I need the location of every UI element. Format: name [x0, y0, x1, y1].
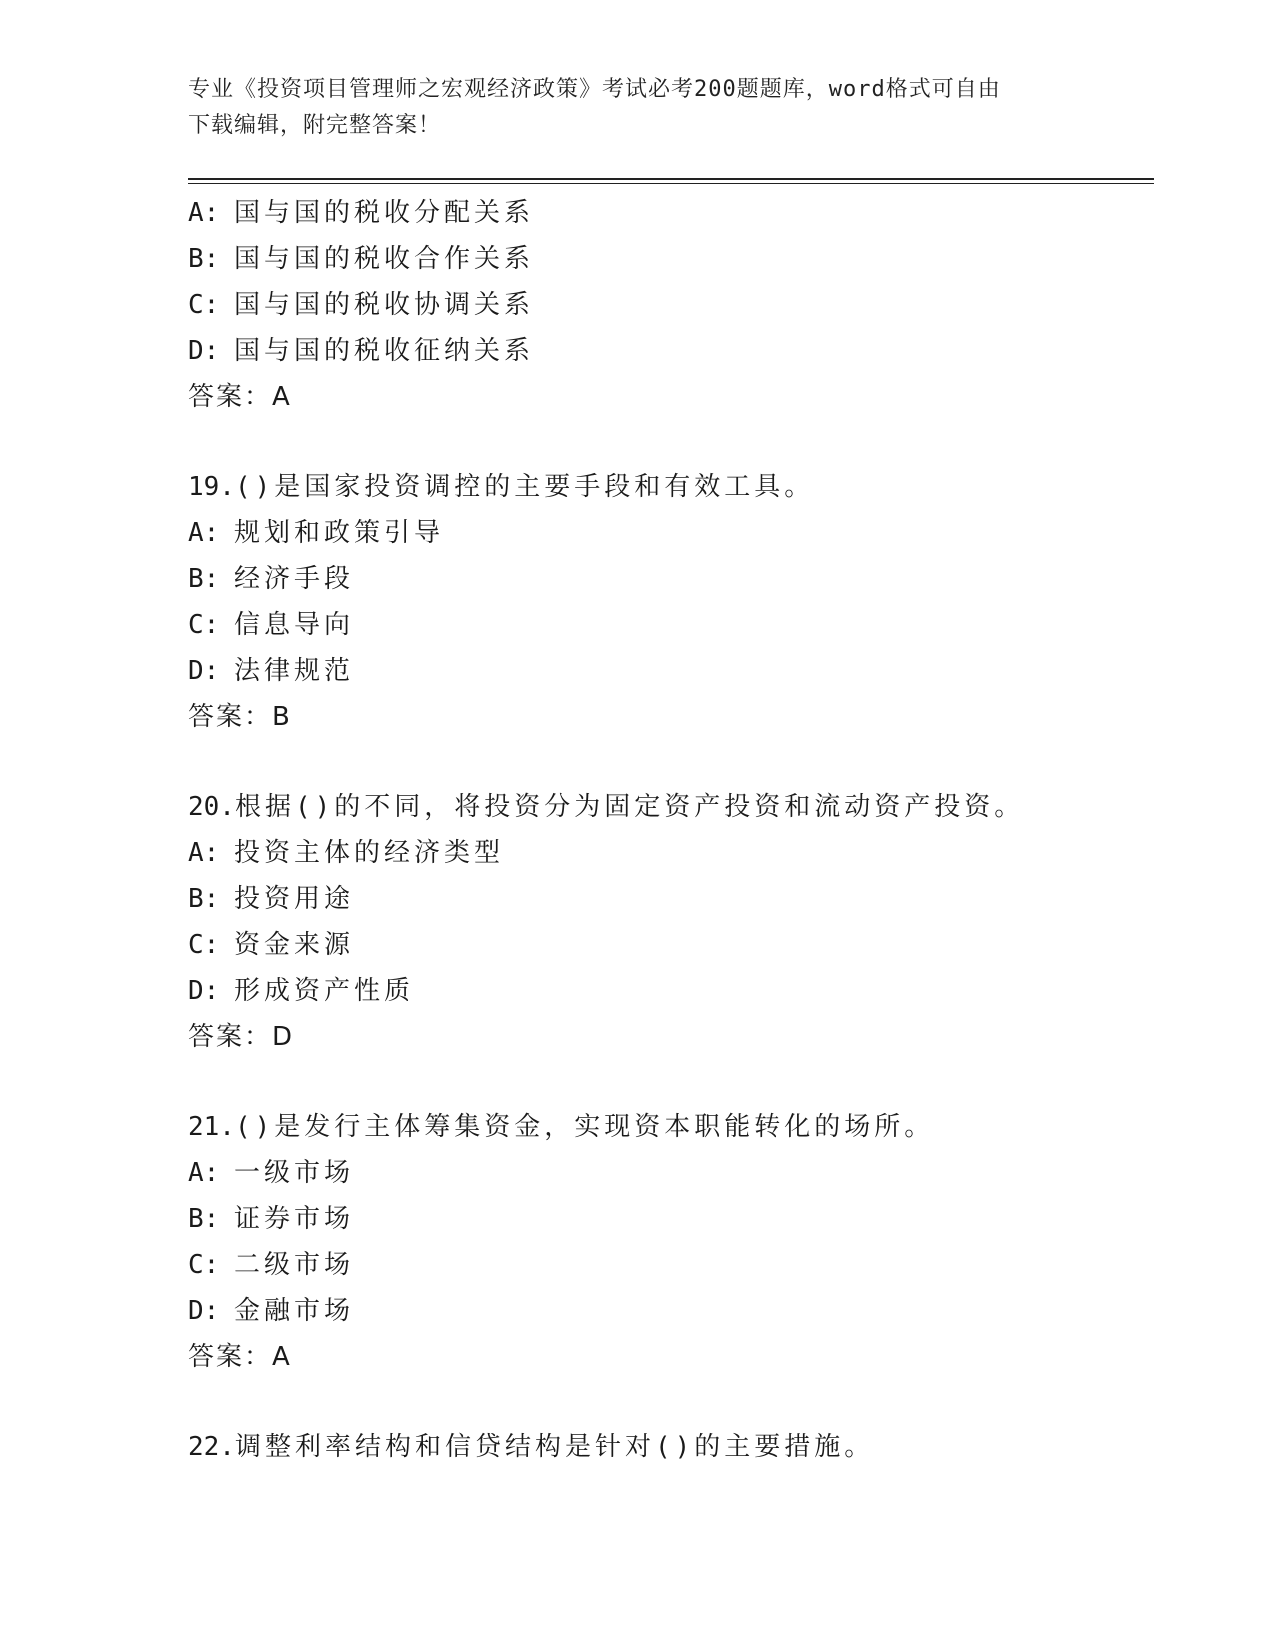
option-text: 规划和政策引导 [234, 518, 445, 548]
option-b [188, 236, 1148, 282]
option-d [188, 648, 1148, 694]
option-b [188, 876, 1148, 922]
option-b [188, 1196, 1148, 1242]
question-number: 19. [188, 472, 235, 502]
option-c [188, 1242, 1148, 1288]
option-letter: D: [188, 1296, 220, 1326]
option-a [188, 510, 1148, 556]
question-number: 22. [188, 1432, 235, 1462]
answer-value: D [272, 1022, 293, 1052]
option-letter: D: [188, 336, 220, 366]
question-number: 20. [188, 792, 235, 822]
option-a [188, 830, 1148, 876]
answer-label: 答案： [188, 1342, 273, 1372]
option-text: 形成资产性质 [234, 976, 415, 1006]
option-text: 资金来源 [234, 930, 355, 960]
option-text: 国与国的税收征纳关系 [234, 336, 535, 366]
option-text: 经济手段 [234, 564, 355, 594]
question-text: 调整利率结构和信贷结构是针对()的主要措施。 [234, 1432, 875, 1462]
option-letter: D: [188, 976, 220, 1006]
option-d [188, 328, 1148, 374]
document-header [188, 72, 1088, 144]
option-letter: A: [188, 1158, 220, 1188]
question-number: 21. [188, 1112, 235, 1142]
option-text: 二级市场 [234, 1250, 355, 1280]
option-text: 信息导向 [234, 610, 355, 640]
option-text: 金融市场 [234, 1296, 355, 1326]
option-text: 国与国的税收合作关系 [234, 244, 535, 274]
option-letter: B: [188, 564, 220, 594]
header-divider [188, 178, 1154, 184]
question-block-19 [188, 464, 1148, 740]
option-d [188, 968, 1148, 1014]
option-letter: A: [188, 518, 220, 548]
option-text: 投资用途 [234, 884, 355, 914]
question-stem [188, 1104, 1148, 1150]
option-text: 国与国的税收分配关系 [234, 198, 535, 228]
question-block-20 [188, 784, 1148, 1060]
question-list [188, 190, 1148, 1470]
answer-label: 答案： [188, 702, 273, 732]
question-stem [188, 464, 1148, 510]
option-letter: C: [188, 610, 220, 640]
question-block-22 [188, 1424, 1148, 1470]
answer-line [188, 694, 1148, 740]
answer-value: B [272, 702, 290, 732]
option-letter: D: [188, 656, 220, 686]
option-c [188, 282, 1148, 328]
option-letter: B: [188, 1204, 220, 1234]
option-text: 一级市场 [234, 1158, 355, 1188]
option-a [188, 190, 1148, 236]
answer-line [188, 1014, 1148, 1060]
option-text: 证券市场 [234, 1204, 355, 1234]
option-c [188, 922, 1148, 968]
option-letter: A: [188, 838, 220, 868]
option-letter: B: [188, 244, 220, 274]
answer-label: 答案： [188, 1022, 273, 1052]
answer-label: 答案： [188, 382, 273, 412]
header-line-2: 下载编辑，附完整答案！ [188, 113, 442, 138]
option-letter: A: [188, 198, 220, 228]
answer-value: A [272, 1342, 290, 1372]
answer-line [188, 374, 1148, 420]
question-block-18 [188, 190, 1148, 420]
option-a [188, 1150, 1148, 1196]
option-text: 国与国的税收协调关系 [234, 290, 535, 320]
answer-value: A [272, 382, 290, 412]
question-stem [188, 784, 1148, 830]
question-text: 根据()的不同，将投资分为固定资产投资和流动资产投资。 [234, 792, 1025, 822]
option-letter: C: [188, 290, 220, 320]
option-b [188, 556, 1148, 602]
header-line-1: 专业《投资项目管理师之宏观经济政策》考试必考200题题库，word格式可自由 [188, 77, 1001, 102]
question-text: ()是国家投资调控的主要手段和有效工具。 [234, 472, 815, 502]
option-letter: B: [188, 884, 220, 914]
option-c [188, 602, 1148, 648]
option-letter: C: [188, 930, 220, 960]
option-text: 投资主体的经济类型 [234, 838, 505, 868]
option-letter: C: [188, 1250, 220, 1280]
option-text: 法律规范 [234, 656, 355, 686]
question-block-21 [188, 1104, 1148, 1380]
question-stem [188, 1424, 1148, 1470]
option-d [188, 1288, 1148, 1334]
answer-line [188, 1334, 1148, 1380]
question-text: ()是发行主体筹集资金，实现资本职能转化的场所。 [234, 1112, 935, 1142]
